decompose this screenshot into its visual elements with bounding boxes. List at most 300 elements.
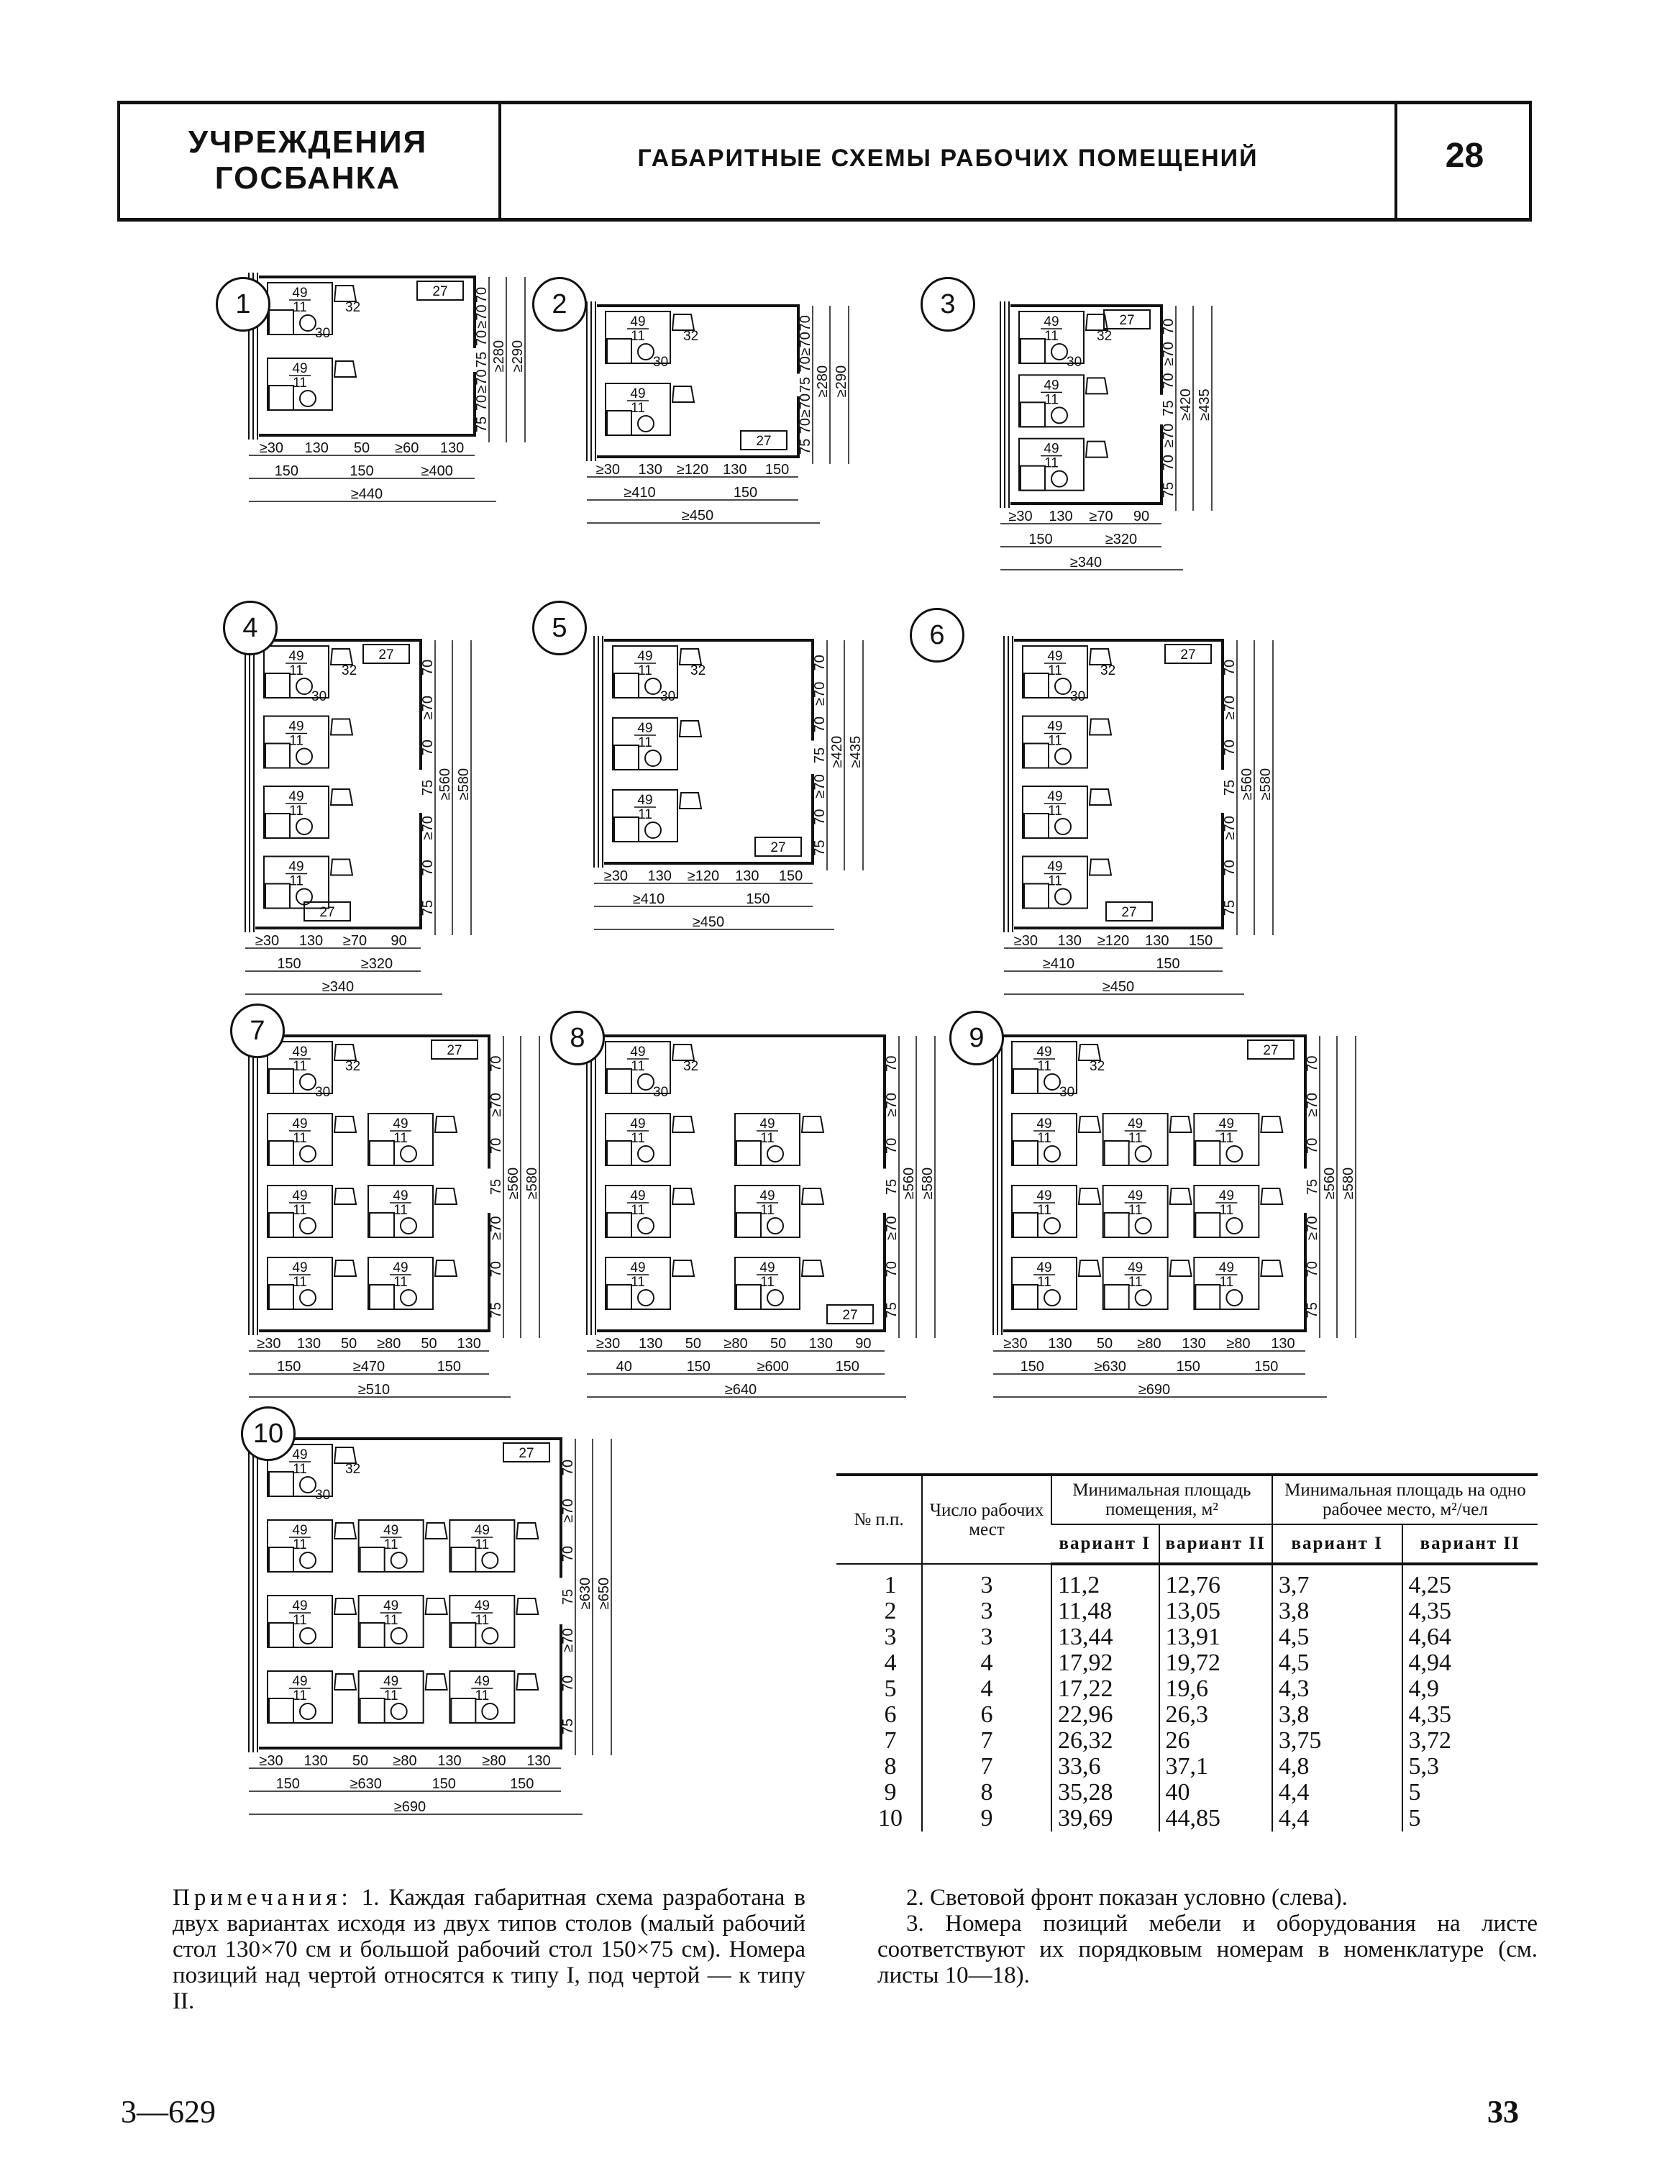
- table-cell: 4: [922, 1650, 1051, 1676]
- chair-icon: [331, 789, 352, 805]
- dimension-label: 50: [341, 1336, 357, 1352]
- dimension-total: ≥440: [350, 486, 383, 502]
- desk-drawer: [370, 1141, 394, 1165]
- table-cell: 17,22: [1051, 1676, 1159, 1702]
- chair-circle: [1044, 1074, 1060, 1090]
- dimension-label: 50: [685, 1336, 701, 1352]
- position-number-type2: 11: [1037, 1275, 1051, 1290]
- position-number-type2: 11: [1037, 1203, 1051, 1218]
- chair-icon: [802, 1188, 823, 1204]
- chair-icon: [334, 286, 356, 301]
- dimension-label: ≥560: [506, 1167, 521, 1200]
- chair-icon: [1261, 1260, 1282, 1276]
- chair-number: 32: [345, 1059, 361, 1074]
- dimension-label: 75: [474, 416, 490, 433]
- chair-circle: [638, 1290, 654, 1306]
- desk-drawer: [451, 1698, 475, 1723]
- dimension-label: ≥560: [1239, 768, 1255, 801]
- scheme-drawing: [985, 633, 1338, 1036]
- table-cell: 5,3: [1402, 1754, 1538, 1780]
- table-row: [836, 1806, 1538, 1832]
- desk-drawer: [736, 1213, 761, 1237]
- table-cell: 13,91: [1159, 1624, 1272, 1650]
- dimension-label: ≥60: [395, 440, 419, 456]
- dimension-label: 150: [277, 956, 301, 972]
- dimension-total: ≥580: [1341, 1167, 1356, 1200]
- org-name-line2: ГОСБАНКА: [214, 160, 401, 196]
- chair-circle: [1136, 1218, 1151, 1234]
- chair-icon: [680, 793, 701, 809]
- dimension-label: 130: [808, 1336, 833, 1352]
- dimension-label: 70: [474, 394, 490, 411]
- dimension-label: 75: [1222, 779, 1238, 796]
- scheme-group: [587, 1032, 936, 1398]
- chair-icon: [1086, 442, 1108, 458]
- dimension-label: ≥70: [884, 1093, 900, 1117]
- dimension-total: ≥290: [834, 365, 849, 398]
- table-row: [836, 1754, 1538, 1780]
- position-number-type2: 11: [1048, 663, 1062, 678]
- position-number-type1: 49: [1044, 378, 1059, 393]
- room-wall: [255, 640, 421, 928]
- dimension-label: ≥70: [1089, 509, 1113, 524]
- scheme-group: [249, 1032, 540, 1398]
- dimension-label: ≥70: [420, 816, 436, 840]
- scheme-drawing: [575, 633, 928, 971]
- position-number-type2: 11: [638, 735, 652, 750]
- table-cell: 4,35: [1402, 1598, 1538, 1624]
- desk-drawer: [451, 1547, 475, 1572]
- dimension-label: ≥70: [812, 681, 828, 706]
- chair-circle: [482, 1552, 498, 1568]
- position-number-type1: 49: [474, 1598, 490, 1614]
- position-number-type2: 11: [293, 1203, 307, 1218]
- position-number-type2: 11: [631, 1059, 645, 1074]
- scheme-drawing: [227, 633, 536, 1036]
- desk-drawer: [269, 310, 293, 335]
- position-number-type2: 11: [383, 1613, 398, 1628]
- chair-icon: [331, 719, 352, 735]
- position-number-type2: 11: [1128, 1203, 1143, 1218]
- desk-drawer: [1195, 1213, 1220, 1237]
- chair-circle: [638, 1146, 654, 1162]
- position-number-type1: 49: [292, 1674, 308, 1689]
- dimension-total: ≥580: [524, 1167, 540, 1200]
- table-cell: 4,5: [1272, 1624, 1402, 1650]
- chair-circle: [1055, 749, 1071, 765]
- dimension-label: 75: [420, 900, 436, 916]
- position-number-type2: 11: [1219, 1203, 1234, 1218]
- position-number-type2: 11: [475, 1613, 490, 1628]
- position-number-type2: 11: [638, 807, 652, 822]
- table-cell: 13,05: [1159, 1598, 1272, 1624]
- safe-number: 30: [1067, 355, 1082, 370]
- dimension-label: ≥320: [360, 956, 393, 972]
- chair-icon: [426, 1598, 447, 1614]
- dimension-label: 70: [798, 315, 813, 332]
- dimension-label: 70: [560, 1545, 576, 1562]
- position-number-type2: 11: [631, 329, 645, 344]
- sheet-title: ГАБАРИТНЫЕ СХЕМЫ РАБОЧИХ ПОМЕЩЕНИЙ: [637, 145, 1259, 172]
- chair-circle: [638, 1218, 654, 1234]
- dimension-total: ≥435: [848, 735, 864, 768]
- chair-circle: [1226, 1290, 1242, 1306]
- desk-drawer: [736, 1141, 761, 1165]
- position-number-type2: 11: [293, 1537, 307, 1552]
- scheme-group: [1004, 636, 1274, 995]
- desk-drawer: [1024, 884, 1049, 909]
- position-number-type2: 11: [393, 1275, 408, 1290]
- chair-icon: [672, 386, 694, 402]
- chair-icon: [1090, 649, 1111, 665]
- dimension-label: 40: [616, 1359, 632, 1375]
- position-number-type2: 11: [475, 1537, 490, 1552]
- position-number-type2: 11: [1044, 329, 1059, 344]
- position-number-type1: 49: [393, 1188, 408, 1204]
- desk-drawer: [269, 1213, 293, 1237]
- dimension-label: ≥30: [257, 1336, 281, 1352]
- desk-drawer: [1013, 1141, 1038, 1165]
- chair-icon: [334, 1447, 356, 1463]
- safe-number: 30: [1059, 1085, 1075, 1100]
- dimension-label: 90: [1133, 509, 1150, 524]
- chair-icon: [1079, 1260, 1100, 1276]
- dimension-label: ≥70: [1305, 1093, 1320, 1117]
- desk-drawer: [269, 386, 293, 410]
- desk-drawer: [607, 1213, 631, 1237]
- scheme-group: [594, 636, 864, 930]
- dimension-label: ≥420: [1178, 388, 1194, 421]
- position-number-type1: 49: [1047, 719, 1063, 734]
- scheme-drawing: [230, 1029, 604, 1439]
- dimension-label: 150: [778, 868, 803, 884]
- table-cell: 19,72: [1159, 1650, 1272, 1676]
- table-cell: 11,48: [1051, 1598, 1159, 1624]
- dimension-label: 130: [457, 1336, 481, 1352]
- desk-drawer: [265, 673, 290, 698]
- dimension-label: 130: [303, 1753, 328, 1769]
- table-cell: 8: [922, 1780, 1051, 1806]
- chair-circle: [482, 1628, 498, 1644]
- dimension-label: ≥30: [603, 868, 629, 884]
- desk-drawer: [607, 1141, 631, 1165]
- col-number-header: № п.п.: [836, 1475, 922, 1564]
- safe-number: 30: [315, 1488, 331, 1503]
- position-number-type1: 49: [383, 1523, 399, 1538]
- cabinet-number: 27: [519, 1446, 534, 1461]
- variant-2-header: вариант II: [1159, 1524, 1272, 1564]
- dimension-label: ≥420: [829, 735, 845, 768]
- chair-icon: [1090, 860, 1111, 875]
- chair-circle: [300, 1628, 316, 1644]
- table-row: [836, 1564, 1538, 1598]
- position-number-type2: 11: [293, 1275, 307, 1290]
- table-cell: 10: [878, 1805, 903, 1832]
- position-number-type1: 49: [393, 1116, 408, 1132]
- scheme-number: 5: [532, 601, 587, 655]
- scheme-group: [587, 301, 849, 524]
- chair-circle: [638, 416, 654, 432]
- chair-icon: [516, 1674, 538, 1690]
- chair-icon: [680, 649, 701, 665]
- dimension-label: 75: [560, 1718, 576, 1735]
- chair-icon: [435, 1260, 457, 1276]
- cabinet-number: 27: [432, 284, 448, 299]
- scheme-group: [249, 1434, 612, 1815]
- dimension-label: 70: [560, 1675, 576, 1692]
- dimension-total: ≥340: [1069, 555, 1102, 570]
- chair-circle: [300, 1552, 316, 1568]
- dimension-label: 70: [1222, 659, 1238, 675]
- dimension-label: 75: [560, 1588, 576, 1606]
- position-number-type2: 11: [1219, 1275, 1234, 1290]
- scheme-group: [993, 1032, 1356, 1398]
- position-number-type1: 49: [1128, 1116, 1143, 1132]
- table-cell: 11,2: [1051, 1564, 1159, 1598]
- dimension-label: 75: [798, 376, 813, 393]
- position-number-type1: 49: [759, 1188, 775, 1204]
- dimension-label: 70: [420, 659, 436, 675]
- room-wall: [1014, 640, 1223, 928]
- desk-drawer: [269, 1698, 293, 1723]
- table-cell: 7: [922, 1754, 1051, 1780]
- position-number-type1: 49: [759, 1116, 775, 1132]
- dimension-label: 70: [812, 716, 828, 733]
- dimension-label: 75: [1305, 1178, 1320, 1196]
- dimension-label: 75: [488, 1302, 504, 1319]
- dimension-label: ≥600: [757, 1359, 789, 1375]
- dimension-label: 130: [304, 440, 329, 456]
- position-number-type2: 11: [1044, 392, 1059, 408]
- dimension-label: 130: [1145, 933, 1169, 949]
- table-cell: 35,28: [1051, 1780, 1159, 1806]
- safe-number: 30: [653, 1085, 669, 1100]
- chair-icon: [802, 1260, 823, 1276]
- desk-drawer: [1021, 339, 1045, 363]
- chair-circle: [401, 1146, 416, 1162]
- chair-circle: [1055, 678, 1071, 694]
- table-cell: 4,8: [1272, 1754, 1402, 1780]
- dimension-total: ≥580: [456, 768, 472, 801]
- dimension-label: 50: [1096, 1336, 1113, 1352]
- dimension-label: 150: [276, 1359, 301, 1375]
- dimension-label: ≥30: [595, 462, 621, 478]
- position-number-type1: 49: [1036, 1260, 1052, 1275]
- chair-icon: [334, 361, 356, 377]
- dimension-label: ≥560: [1322, 1167, 1338, 1200]
- position-number-type2: 11: [1219, 1131, 1234, 1146]
- cabinet-number: 27: [1263, 1043, 1279, 1058]
- position-number-type1: 49: [637, 793, 653, 808]
- chair-circle: [391, 1628, 407, 1644]
- position-number-type1: 49: [1128, 1188, 1143, 1204]
- scheme-number: 9: [949, 1011, 1004, 1065]
- table-row: [836, 1624, 1538, 1650]
- position-number-type2: 11: [1037, 1059, 1051, 1074]
- dimension-label: 70: [812, 655, 828, 671]
- position-number-type1: 49: [1044, 314, 1059, 329]
- col-places-header: Число рабочих мест: [922, 1475, 1051, 1564]
- table-cell: 5: [1402, 1780, 1538, 1806]
- note-2-text: 2. Световой фронт показан условно (слева).: [906, 1885, 1348, 1911]
- dimension-label: 150: [510, 1776, 534, 1792]
- position-number-type1: 49: [759, 1260, 775, 1275]
- desk-drawer: [265, 884, 290, 909]
- position-number-type2: 11: [760, 1131, 775, 1146]
- chair-icon: [672, 1045, 694, 1060]
- chair-number: 32: [683, 329, 699, 344]
- org-name: [117, 124, 498, 196]
- dimension-label: ≥280: [491, 340, 507, 373]
- dimension-label: ≥560: [901, 1167, 917, 1200]
- dimension-label: ≥400: [421, 463, 453, 479]
- scheme-drawing: [982, 299, 1277, 611]
- dimension-label: ≥70: [812, 774, 828, 798]
- desk-drawer: [269, 1623, 293, 1647]
- cabinet-number: 27: [1119, 313, 1135, 328]
- chair-icon: [334, 1045, 356, 1060]
- dimension-label: 130: [1182, 1336, 1206, 1352]
- chair-circle: [767, 1290, 783, 1306]
- table-cell: 40: [1159, 1780, 1272, 1806]
- dimension-label: 150: [733, 485, 758, 501]
- desk-drawer: [451, 1623, 475, 1647]
- dimension-total: ≥640: [724, 1382, 757, 1398]
- table-cell: 9: [884, 1779, 897, 1806]
- col-area-header: Минимальная площадь помещения, м²: [1051, 1475, 1272, 1524]
- dimension-label: 150: [835, 1359, 859, 1375]
- position-number-type1: 49: [288, 649, 304, 664]
- desk-drawer: [360, 1547, 385, 1572]
- position-number-type2: 11: [293, 1059, 307, 1074]
- dimension-label: ≥70: [342, 933, 368, 949]
- note-3-text: 3. Номера позиций мебели и оборудования на листе соответствуют их порядковым номерам в номенклатуре (см. листы 10—18).: [877, 1911, 1538, 1988]
- cabinet-number: 27: [319, 905, 335, 920]
- desk-drawer: [607, 411, 631, 435]
- safe-number: 30: [315, 1085, 331, 1100]
- chair-number: 32: [1100, 663, 1116, 678]
- dimension-label: 70: [488, 1137, 504, 1154]
- dimension-label: 150: [1156, 956, 1180, 972]
- dimension-label: ≥80: [393, 1753, 417, 1769]
- chair-circle: [1055, 889, 1071, 905]
- scheme-group: [249, 273, 526, 502]
- dimension-label: 130: [526, 1753, 551, 1769]
- page-number: 33: [1487, 2094, 1519, 2129]
- table-cell: 6: [922, 1702, 1051, 1728]
- desk-drawer: [269, 1285, 293, 1309]
- cabinet-number: 27: [1180, 647, 1196, 663]
- chair-circle: [482, 1703, 498, 1719]
- dimension-label: 70: [1305, 1261, 1320, 1278]
- table-cell: 3,72: [1402, 1728, 1538, 1754]
- dimension-label: ≥70: [474, 369, 490, 393]
- position-number-type1: 49: [288, 789, 304, 804]
- dimension-label: ≥70: [798, 332, 813, 356]
- safe-number: 30: [315, 326, 331, 341]
- chair-icon: [1170, 1188, 1192, 1204]
- table-row: [836, 1650, 1538, 1676]
- note-1-text: 1. Каждая габаритная схема разработана в двух вариантах исходя из двух типов столов (малый рабочий стол 130×70 см и большой рабочий стол 150×75 см). Номера позиций над чертой относятся к типу I, под чертой — к типу II.: [173, 1885, 805, 2014]
- position-number-type1: 49: [383, 1598, 399, 1614]
- dimension-total: ≥450: [692, 914, 725, 930]
- dimension-label: 130: [647, 868, 672, 884]
- position-number-type1: 49: [292, 1116, 308, 1132]
- dimension-label: 50: [353, 440, 370, 456]
- scheme-drawing: [568, 299, 913, 565]
- dimension-label: 130: [1271, 1336, 1295, 1352]
- dimension-label: 70: [560, 1459, 576, 1476]
- table-cell: 3: [922, 1598, 1051, 1624]
- desk-drawer: [265, 744, 290, 768]
- dimension-label: 70: [1305, 1055, 1320, 1072]
- chair-circle: [300, 1146, 316, 1162]
- position-number-type2: 11: [293, 1462, 307, 1477]
- scheme-number: 3: [921, 277, 975, 332]
- dimension-label: 70: [812, 809, 828, 825]
- dimension-label: 75: [884, 1302, 900, 1319]
- dimension-label: ≥30: [259, 440, 284, 456]
- position-number-type2: 11: [383, 1537, 398, 1552]
- chair-icon: [1086, 378, 1108, 393]
- scheme-group: [1000, 301, 1213, 570]
- safe-number: 30: [660, 689, 676, 704]
- table-cell: 4,64: [1402, 1624, 1538, 1650]
- table-cell: 37,1: [1159, 1754, 1272, 1780]
- position-number-type1: 49: [630, 1045, 646, 1060]
- scheme-number: 1: [216, 277, 270, 332]
- dimension-label: 75: [1161, 481, 1177, 499]
- chair-icon: [426, 1523, 447, 1539]
- position-number-type2: 11: [289, 733, 303, 749]
- dimension-label: ≥80: [377, 1336, 401, 1352]
- table-cell: 8: [884, 1753, 897, 1780]
- chair-icon: [331, 649, 352, 665]
- dimension-label: ≥70: [560, 1498, 576, 1523]
- table-cell: 19,6: [1159, 1676, 1272, 1702]
- chair-circle: [391, 1703, 407, 1719]
- dimension-label: ≥120: [676, 462, 709, 478]
- cabinet-number: 27: [447, 1043, 462, 1058]
- variant-2-header: вариант II: [1402, 1524, 1538, 1564]
- position-number-type2: 11: [760, 1203, 775, 1218]
- dimension-label: 75: [1222, 900, 1238, 916]
- position-number-type1: 49: [292, 1447, 308, 1462]
- position-number-type1: 49: [1036, 1045, 1052, 1060]
- note-1: [173, 1885, 805, 2014]
- chair-circle: [300, 391, 316, 406]
- desk-drawer: [736, 1285, 761, 1309]
- table-cell: 3: [884, 1624, 897, 1650]
- table-cell: 2: [884, 1598, 897, 1624]
- position-number-type2: 11: [1044, 455, 1059, 471]
- chair-circle: [645, 678, 661, 694]
- desk-drawer: [1195, 1141, 1220, 1165]
- position-number-type1: 49: [288, 859, 304, 875]
- dimension-label: 130: [298, 933, 324, 949]
- dimension-label: ≥70: [884, 1216, 900, 1240]
- scheme-number: 7: [230, 1004, 285, 1058]
- dimension-label: 130: [735, 868, 759, 884]
- position-number-type1: 49: [630, 314, 646, 329]
- dimension-label: 75: [798, 438, 813, 455]
- position-number-type2: 11: [393, 1131, 408, 1146]
- position-number-type1: 49: [383, 1674, 399, 1689]
- dimension-label: 90: [391, 933, 407, 949]
- dimension-label: 150: [437, 1359, 462, 1375]
- dimension-label: 130: [439, 440, 465, 456]
- position-number-type2: 11: [1048, 873, 1062, 889]
